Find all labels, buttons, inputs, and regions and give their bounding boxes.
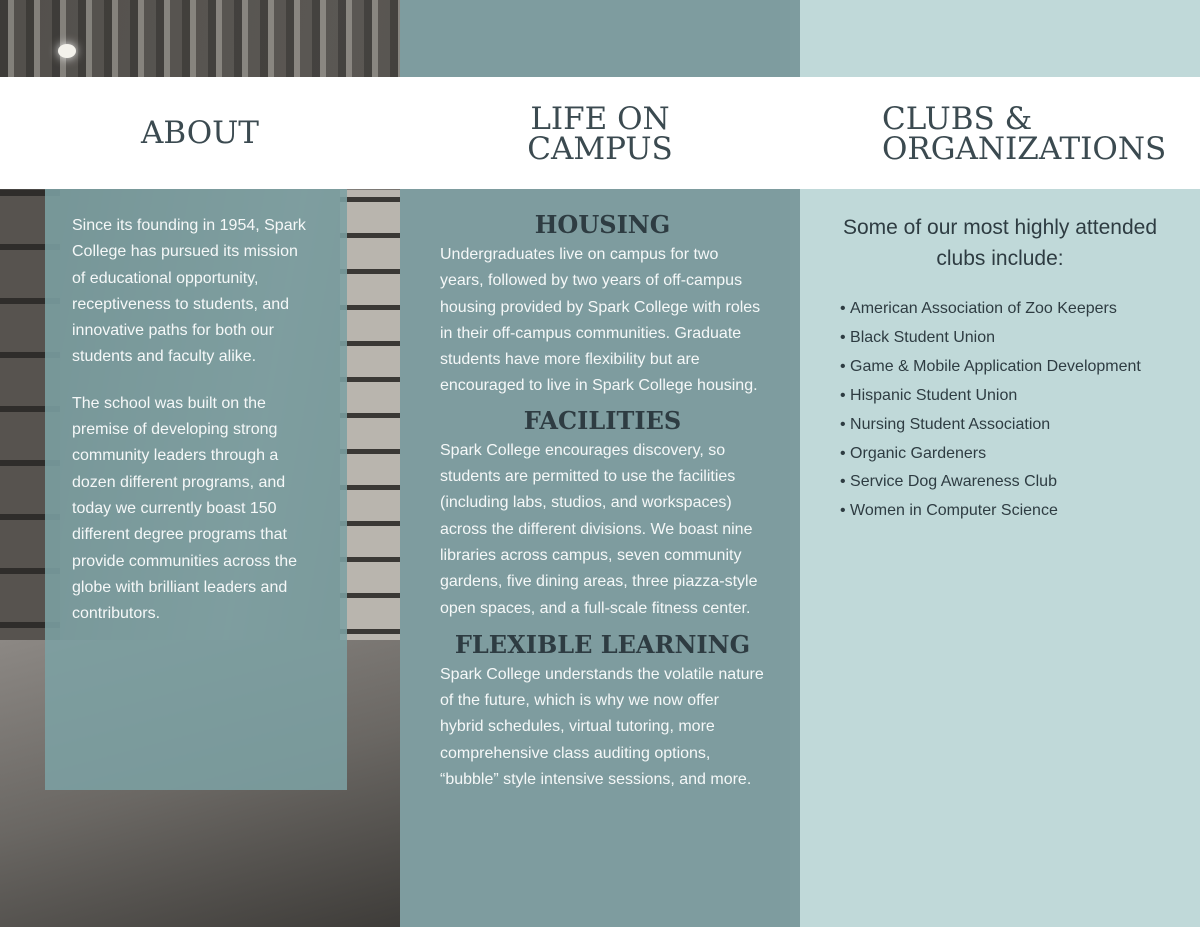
about-paragraph: Since its founding in 1954, Spark College has pursued its mission of educational opportunity, receptiveness to students, and innovative paths for both our students and faculty alike. xyxy=(72,217,306,366)
clubs-list xyxy=(840,295,1141,526)
club-item: • Game & Mobile Application Development xyxy=(840,353,1141,382)
life-title xyxy=(400,101,800,167)
flexible-learning-heading: FLEXIBLE LEARNING xyxy=(454,629,751,659)
club-item: • Organic Gardeners xyxy=(840,440,1141,469)
housing-text: Undergraduates live on campus for two years, followed by two years of off-campus housing provided by Spark College with roles in their off-campus communities. Graduate students have more flexibility but are encouraged to live in Spark College housing. xyxy=(440,246,761,395)
facilities-text: Spark College encourages discovery, so students are permitted to use the facilities (including labs, studios, and workspaces) across the different divisions. We boast nine libraries across campus, seven community gardens, five dining areas, three piazza-style open spaces, and a full-scale fitness center. xyxy=(440,441,758,617)
flexible-learning-text: Spark College understands the volatile nature of the future, which is why we now offer hybrid schedules, virtual tutoring, more comprehensive class auditing options, “bubble” style intensive sessions, and more. xyxy=(440,665,764,789)
club-item: • American Association of Zoo Keepers xyxy=(840,295,1141,324)
club-item: • Women in Computer Science xyxy=(840,497,1141,526)
club-item: • Nursing Student Association xyxy=(840,411,1141,440)
about-title: ABOUT xyxy=(141,115,259,151)
clubs-title-line2: ORGANIZATIONS xyxy=(882,131,1167,167)
housing-heading: HOUSING xyxy=(534,210,671,239)
club-item: • Service Dog Awareness Club xyxy=(840,468,1141,497)
life-title-line1: LIFE ON xyxy=(530,101,670,137)
about-paragraph: The school was built on the premise of developing strong community leaders through a dozen different programs, and today we currently boast 150 different degree programs that provide communities across the globe with brilliant leaders and contributors. xyxy=(72,394,297,623)
clubs-title-line1: CLUBS & xyxy=(882,101,1033,137)
life-content xyxy=(440,208,765,793)
facilities-heading: FACILITIES xyxy=(523,405,682,435)
clubs-intro: Some of our most highly attended clubs include: xyxy=(842,216,1157,270)
balcony-railing xyxy=(0,0,400,78)
bookshelf-right xyxy=(340,190,400,670)
about-text xyxy=(72,213,312,647)
ceiling-lamp xyxy=(58,44,76,58)
clubs-title xyxy=(882,101,1167,167)
club-item: • Hispanic Student Union xyxy=(840,382,1141,411)
life-title-line2: CAMPUS xyxy=(527,131,673,167)
club-item: • Black Student Union xyxy=(840,324,1141,353)
